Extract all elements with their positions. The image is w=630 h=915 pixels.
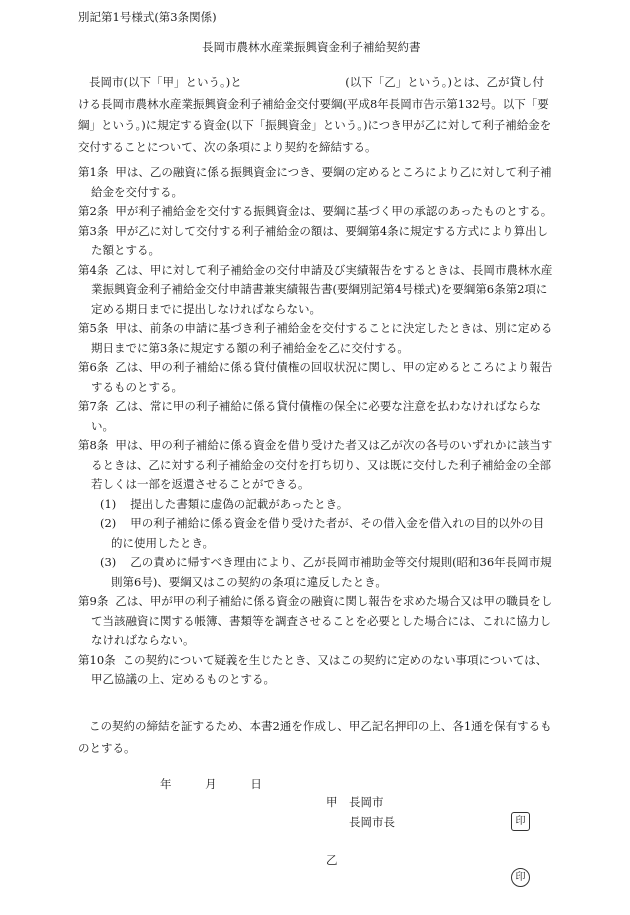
party-a-representative: 長岡市長 [349,815,395,829]
article-text: この契約について疑義を生じたとき、又はこの契約に定めのない事項については、甲乙協議の上、定めるものとする。 [91,652,548,686]
party-b-label: 乙 [326,853,338,867]
form-id: 別記第1号様式(第3条関係) [78,10,217,24]
article-number: 第10条 [78,652,116,667]
item-text: 乙の責めに帰すべき理由により、乙が長岡市補助金等交付規則(昭和36年長岡市規則第6号)、要綱又はこの契約の条項に違反したとき。 [111,555,552,589]
item-text: 甲の利子補給に係る資金を借り受けた者が、その借入金を借入れの目的以外の目的に使用したとき。 [111,516,545,550]
article-10 [78,651,554,690]
article-6 [78,358,554,397]
article-number: 第5条 [78,321,109,335]
article-8-items [78,495,554,593]
article-text: 甲が乙に対して交付する利子補給金の額は、要綱第4条に規定する方式により算出した額とする。 [91,223,549,257]
date-month: 月 [205,777,217,791]
closing-paragraph: この契約の締結を証するため、本書2通を作成し、甲乙記名押印の上、各1通を保有するものとする。 [78,719,552,755]
article-text: 甲は、甲の利子補給に係る資金を借り受けた者又は乙が次の各号のいずれかに該当するときは、乙に対する利子補給金の交付を打ち切り、又は既に交付した利子補給金の全部若しくは一部を返還させることができる。 [91,438,553,491]
article-4 [78,261,554,320]
signature-date [160,776,292,792]
article-text: 乙は、甲の利子補給に係る貸付債権の回収状況に関し、甲の定めるところにより報告するものとする。 [91,360,553,394]
article-5 [78,319,554,358]
article-8 [78,436,554,495]
date-day: 日 [250,777,262,791]
item-number: (2) [100,516,117,530]
intro-paragraph: 長岡市(以下「甲」という。)と (以下「乙」という。)とは、乙が貸し付ける長岡市農林水産業振興資金利子補給金交付要綱(平成8年長岡市告示第132号。以下「要綱」という。)に規定する資金(以下「振興資金」という。)につき甲が乙に対して利子補給金を交付することについて、次の条項により契約を締結する。 [78,75,552,154]
article-1 [78,163,554,202]
article-number: 第4条 [78,262,109,277]
item-number: (3) [100,555,117,569]
article-2 [78,202,554,222]
document-title: 長岡市農林水産業振興資金利子補給契約書 [202,40,421,54]
article-text: 甲は、前条の申請に基づき利子補給金を交付することに決定したときは、別に定める期日までに第3条に規定する額の利子補給金を乙に交付する。 [91,321,553,355]
article-text: 乙は、甲が甲の利子補給に係る資金の融資に関し報告を求めた場合又は甲の職員をして当該融資に関する帳簿、書類等を調査させることを必要とした場合には、これに協力しなければならない。 [91,594,553,647]
article-list [78,163,554,690]
article-text: 甲が利子補給金を交付する振興資金は、要綱に基づく甲の承認のあったものとする。 [115,204,553,218]
party-a-seal-mark: 印 [511,812,530,831]
date-year: 年 [160,777,172,791]
article-text: 甲は、乙の融資に係る振興資金につき、要綱の定めるところにより乙に対して利子補給金を交付する。 [91,165,552,199]
article-text: 乙は、常に甲の利子補給に係る貸付債権の保全に必要な注意を払わなければならない。 [91,399,541,433]
article-number: 第6条 [78,360,109,374]
article-number: 第7条 [78,399,109,413]
item-1 [89,495,554,515]
article-number: 第2条 [78,204,109,218]
article-9 [78,592,554,651]
article-number: 第8条 [78,438,109,452]
article-number: 第3条 [78,223,109,238]
party-a-name: 長岡市 [349,795,384,809]
item-2 [89,514,554,553]
article-number: 第9条 [78,594,109,608]
party-b-seal-mark: 印 [511,868,530,887]
item-3 [89,553,554,592]
article-3 [78,222,554,261]
article-7 [78,397,554,436]
party-a-label: 甲 [326,795,338,809]
item-number: (1) [100,496,117,511]
article-text: 乙は、甲に対して利子補給金の交付申請及び実績報告をするときは、長岡市農林水産業振興資金利子補給金交付申請書兼実績報告書(要綱別記第4号様式)を要綱第6条第2項に定める期日までに提出しなければならない。 [91,262,553,316]
article-number: 第1条 [78,165,109,179]
item-text: 提出した書類に虚偽の記載があったとき。 [130,496,349,511]
